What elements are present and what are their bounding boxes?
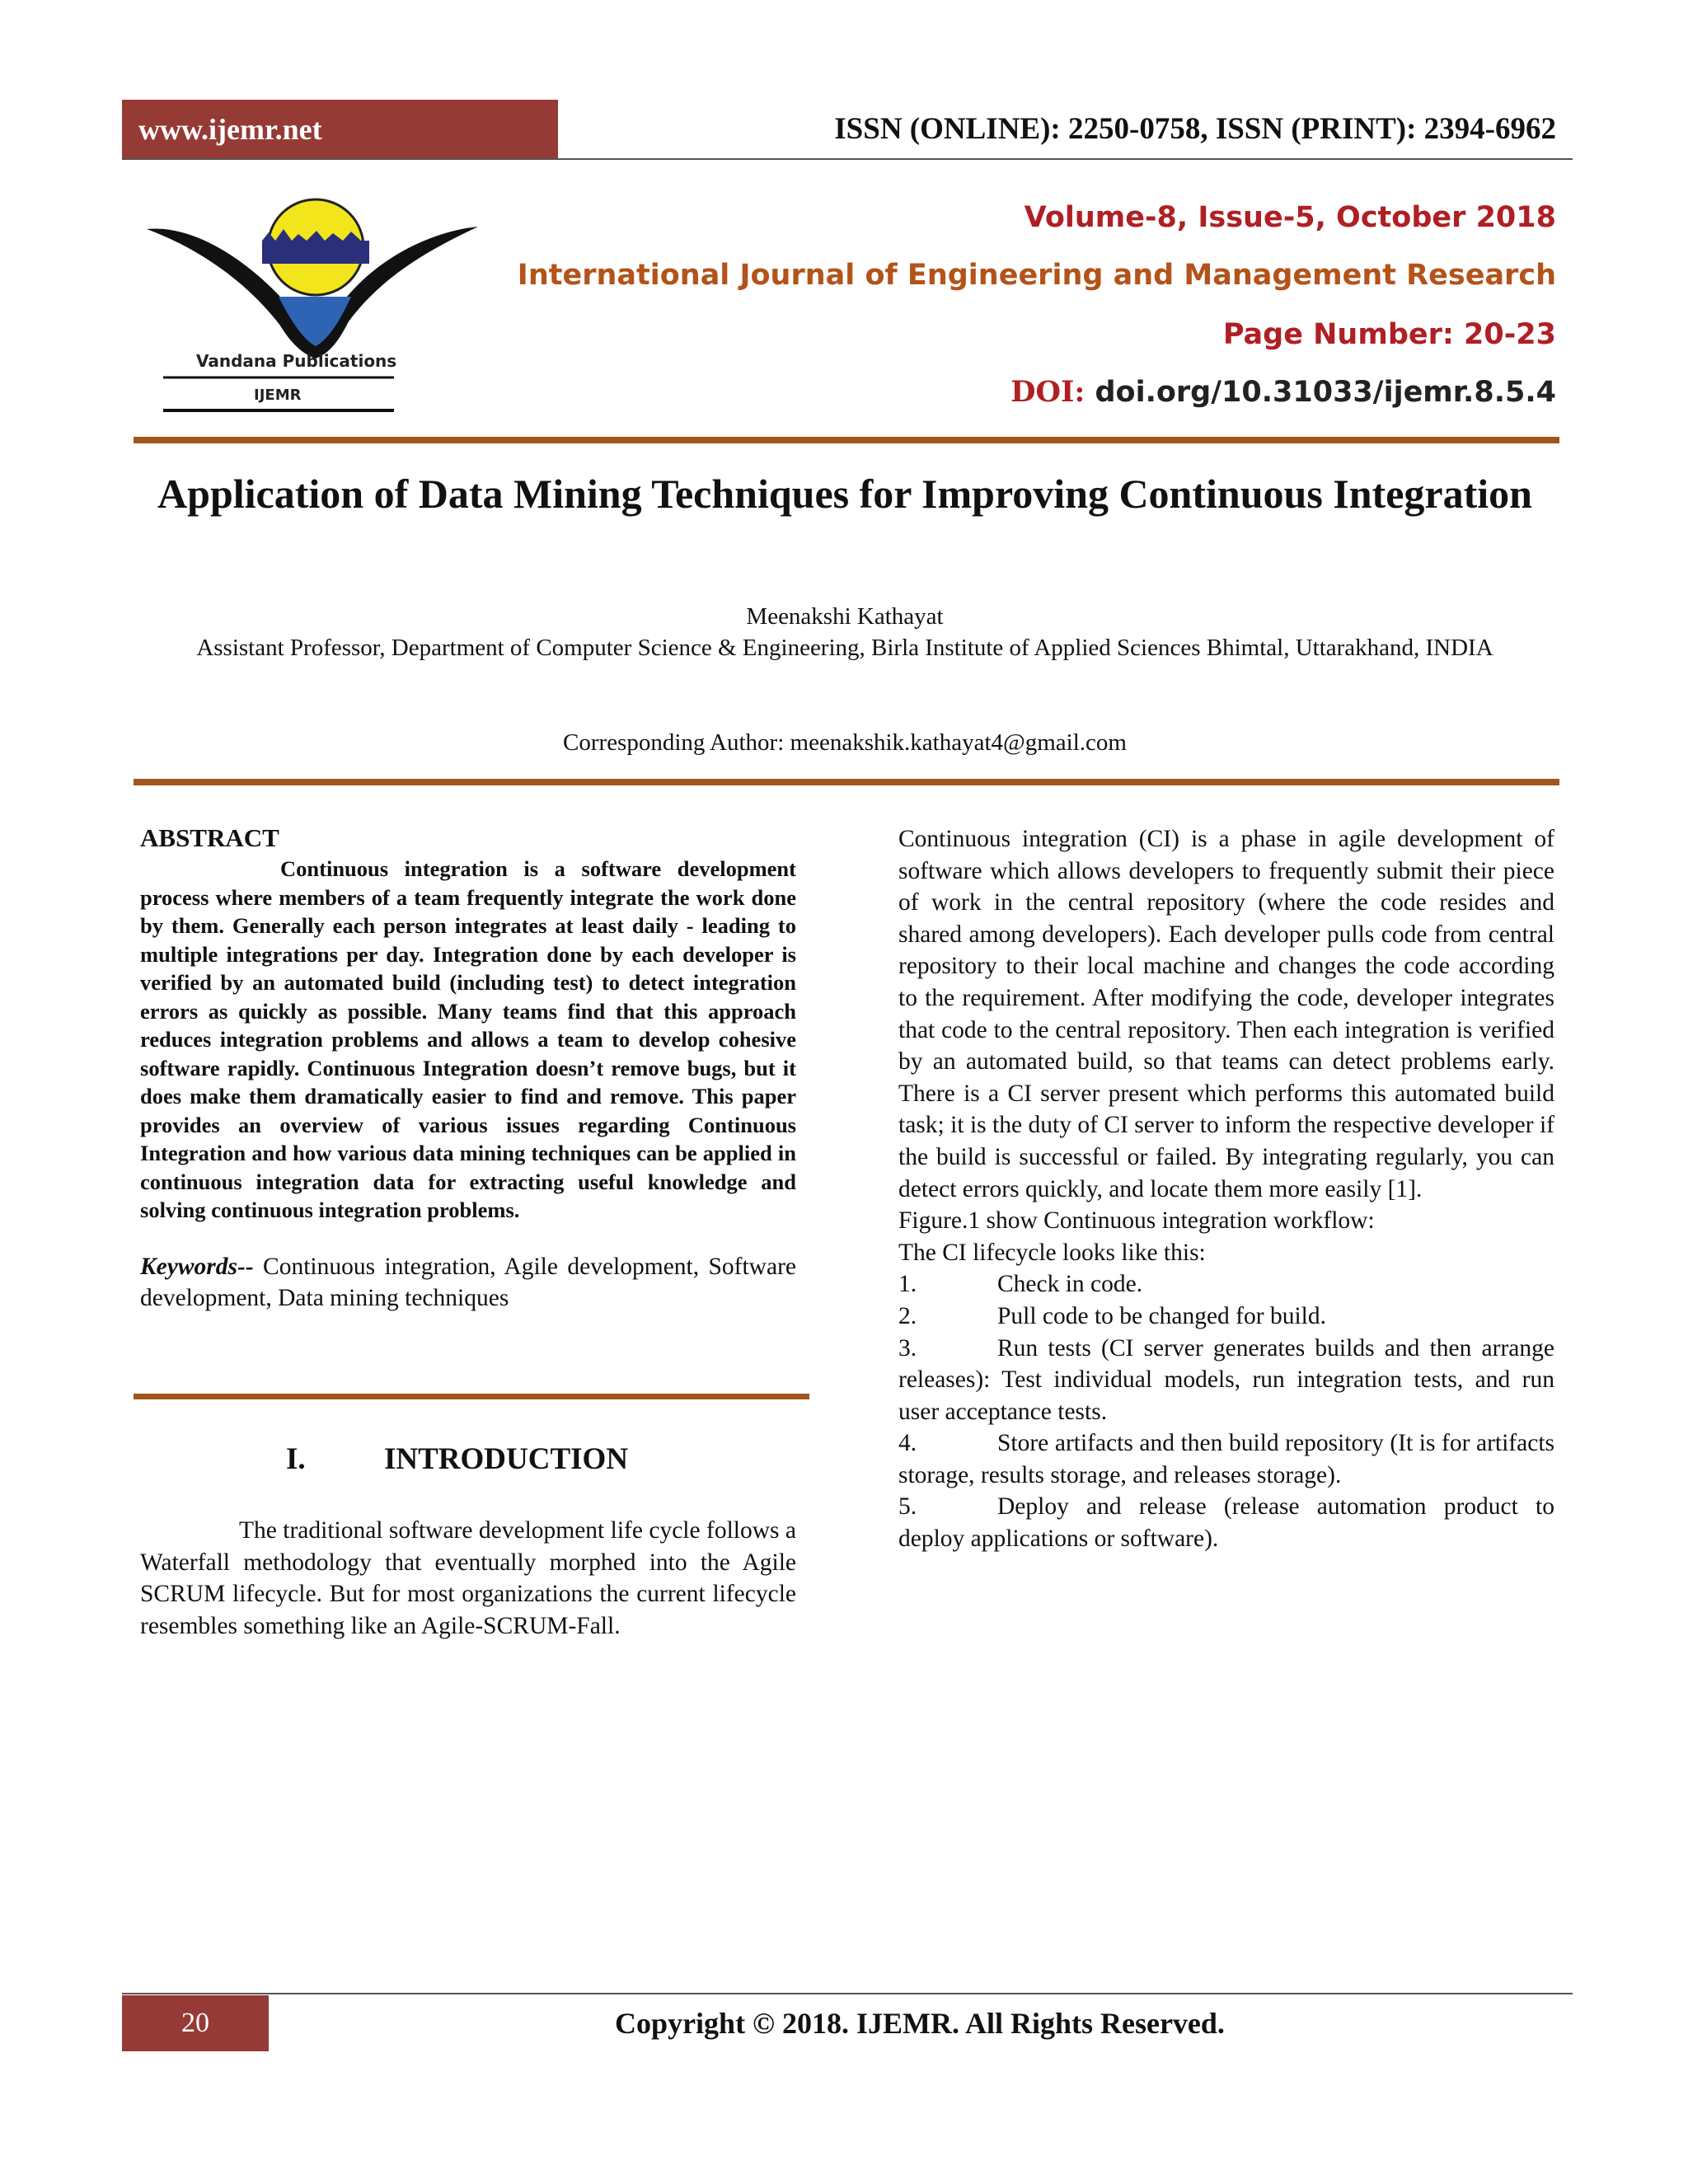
- list-item: [898, 1301, 1554, 1333]
- abstract-divider: [134, 1394, 809, 1399]
- list-item: [898, 1333, 1554, 1428]
- author-affiliation: Assistant Professor, Department of Computer Science & Engineering, Birla Institute of Applied Sciences Bhimtal, Uttarakhand, INDIA: [196, 635, 1493, 661]
- list-item-number: 5.: [898, 1493, 917, 1521]
- list-item-text: Store artifacts and then build repository (It is for artifacts storage, results storage, and releases storage).: [898, 1430, 1554, 1488]
- page-numbers: Page Number: 20-23: [1222, 318, 1556, 351]
- keywords-text: Continuous integration, Agile development, Software development, Data mining techniques: [140, 1253, 796, 1311]
- footer-divider: [122, 1993, 1573, 1994]
- list-item: [898, 1427, 1554, 1491]
- logo-publisher-text: Vandana Publications: [196, 351, 397, 371]
- list-item-text: Deploy and release (release automation product to deploy applications or software).: [898, 1493, 1554, 1553]
- list-item-number: 4.: [898, 1430, 917, 1457]
- bird-sun-logo-icon: [138, 190, 485, 420]
- list-item-text: Check in code.: [997, 1271, 1143, 1298]
- publisher-logo: [138, 190, 485, 420]
- list-item: [898, 1491, 1554, 1554]
- list-item-text: Pull code to be changed for build.: [997, 1302, 1326, 1329]
- list-item-number: 3.: [898, 1334, 917, 1361]
- list-item-text: Run tests (CI server generates builds and then arrange releases): Test individual models, run integration tests, and run user acceptance tests.: [898, 1334, 1554, 1425]
- abstract-text: Continuous integration is a software development process where members of a team frequently integrate the work done by them. Generally each person integrates at least daily - leading to multiple integrations per day. Integration done by each developer is verified by an automated build (including test) to detect integration errors as quickly as possible. Many teams find that this approach reduces integration problems and allows a team to develop cohesive software rapidly. Continuous Integration doesn’t remove bugs, but it does make them dramatically easier to find and remove. This paper provides an overview of various issues regarding Continuous Integration and how various data mining techniques can be applied in continuous integration data for extracting useful knowledge and solving continuous integration problems.: [140, 856, 796, 1222]
- issn-line: ISSN (ONLINE): 2250-0758, ISSN (PRINT): 2394-6962: [834, 112, 1556, 146]
- volume-issue: Volume-8, Issue-5, October 2018: [1024, 201, 1556, 234]
- list-item: [898, 1268, 1554, 1301]
- header-divider: [122, 158, 1573, 160]
- doi-link[interactable]: doi.org/10.31033/ijemr.8.5.4: [1095, 376, 1556, 409]
- figure-reference: Figure.1 show Continuous integration workflow:: [898, 1207, 1375, 1235]
- title-bottom-divider: [134, 779, 1559, 785]
- paper-title: Application of Data Mining Techniques for Improving Continuous Integration: [157, 471, 1532, 517]
- list-item-number: 1.: [898, 1271, 917, 1298]
- keywords: [140, 1251, 796, 1314]
- copyright-notice: Copyright © 2018. IJEMR. All Rights Reserved.: [615, 2007, 1225, 2040]
- journal-name: International Journal of Engineering and Management Research: [517, 259, 1556, 292]
- section-title: INTRODUCTION: [384, 1442, 629, 1476]
- left-column: [140, 822, 796, 1314]
- author-name: Meenakshi Kathayat: [746, 603, 944, 630]
- lifecycle-intro: The CI lifecycle looks like this:: [898, 1239, 1206, 1266]
- keywords-label: Keywords--: [140, 1253, 254, 1280]
- doi-label: DOI:: [1010, 375, 1085, 409]
- introduction-paragraph: The traditional software development life cycle follows a Waterfall methodology that eventually morphed into the Agile SCRUM lifecycle. But for most organizations the current lifecycle resembles something like an Agile-SCRUM-Fall.: [140, 1517, 796, 1639]
- corresponding-author[interactable]: Corresponding Author: meenakshik.kathayat4@gmail.com: [563, 729, 1127, 756]
- doi-line: [1010, 375, 1556, 409]
- title-top-divider: [134, 437, 1559, 443]
- logo-short-text: IJEMR: [254, 387, 302, 404]
- site-url-box[interactable]: www.ijemr.net: [122, 100, 558, 159]
- right-column: [898, 823, 1554, 1555]
- abstract-heading: ABSTRACT: [140, 823, 279, 852]
- list-item-number: 2.: [898, 1302, 917, 1329]
- section-number: I.: [286, 1442, 306, 1476]
- ci-paragraph: Continuous integration (CI) is a phase in agile development of software which allows developers to frequently submit their piece of work in the central repository (where the code resides and shared among developers). Each developer pulls code from central repository to their local machine and changes the code according to the requirement. After modifying the code, developer integrates that code to the central repository. Then each integration is verified by an automated build, so that teams can detect problems early. There is a CI server present which performs this automated build task; it is the duty of CI server to inform the respective developer if the build is successful or failed. By integrating regularly, you can detect errors quickly, and locate them more easily [1].: [898, 826, 1554, 1202]
- page-number-box: 20: [122, 1995, 269, 2051]
